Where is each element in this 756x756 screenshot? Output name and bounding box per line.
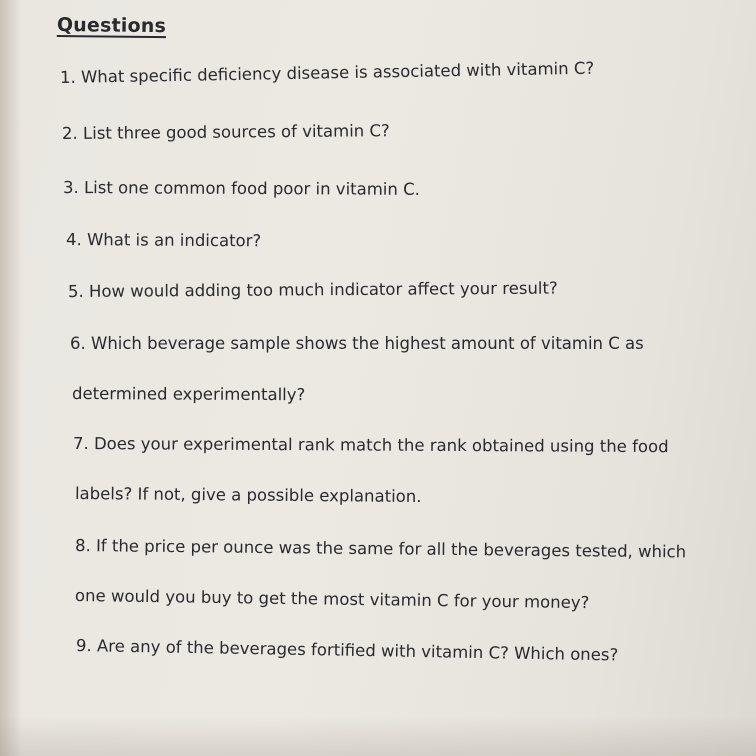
question-text: Does your experimental rank match the rank obtained using the food bbox=[93, 434, 669, 457]
question-number: 6. bbox=[70, 334, 86, 353]
question-number: 1. bbox=[59, 67, 76, 87]
question-4 bbox=[66, 230, 261, 250]
question-number: 8. bbox=[74, 536, 91, 556]
question-number: 4. bbox=[65, 230, 82, 250]
question-text: List three good sources of vitamin C? bbox=[82, 121, 390, 143]
question-text: List one common food poor in vitamin C. bbox=[83, 178, 420, 199]
question-text: Which beverage sample shows the highest amount of vitamin C as bbox=[91, 334, 644, 353]
question-7-continuation: labels? If not, give a possible explanation. bbox=[74, 484, 422, 507]
question-7 bbox=[73, 434, 669, 456]
question-text: How would adding too much indicator affect your result? bbox=[88, 278, 558, 301]
question-5 bbox=[68, 279, 558, 301]
question-text: Are any of the beverages fortified with vitamin C? Which ones? bbox=[96, 636, 619, 665]
question-text: What specific deficiency disease is associated with vitamin C? bbox=[80, 58, 595, 87]
question-number: 3. bbox=[62, 178, 79, 198]
question-number: 5. bbox=[67, 281, 84, 301]
question-2 bbox=[62, 121, 390, 143]
question-text: What is an indicator? bbox=[86, 230, 262, 251]
question-number: 9. bbox=[75, 636, 92, 656]
left-edge-shadow bbox=[0, 0, 22, 756]
question-number: 7. bbox=[72, 434, 89, 454]
question-number: 2. bbox=[61, 123, 78, 143]
question-6-continuation: determined experimentally? bbox=[71, 384, 306, 405]
question-3 bbox=[63, 178, 420, 199]
question-8-continuation: one would you buy to get the most vitamin C for your money? bbox=[74, 586, 590, 613]
question-text: If the price per ounce was the same for all the beverages tested, which bbox=[95, 536, 687, 562]
page-heading: Questions bbox=[56, 14, 167, 38]
question-6 bbox=[70, 334, 644, 353]
bottom-edge-shadow bbox=[0, 716, 756, 756]
